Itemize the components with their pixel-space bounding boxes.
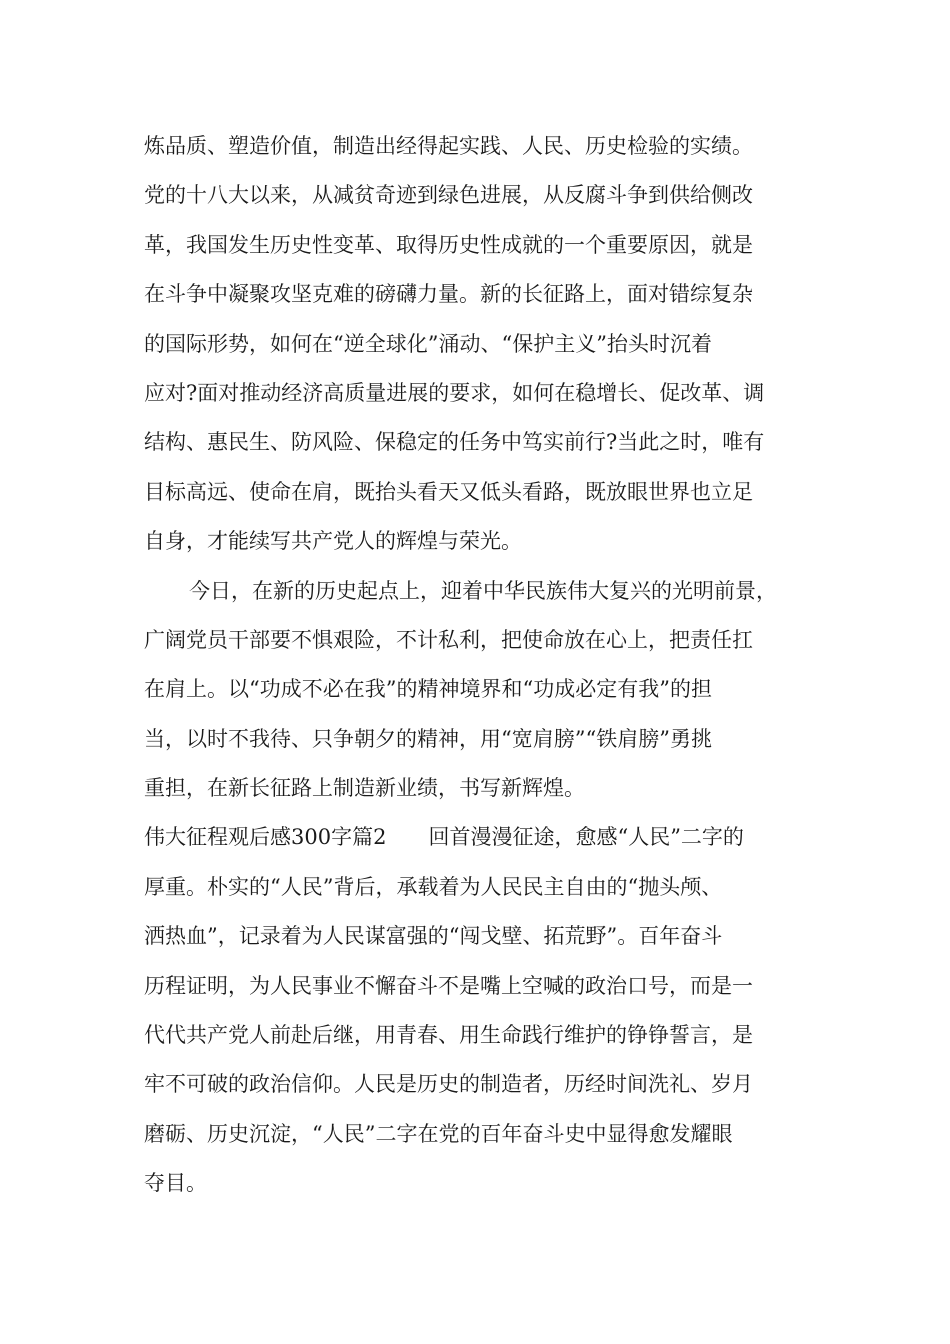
paragraph-line: 代代共产党人前赴后继，用青春、用生命践行维护的铮铮誓言，是 bbox=[144, 1023, 753, 1048]
paragraph-line: 当，以时不我待、只争朝夕的精神，用“宽肩膀”“铁肩膀”勇挑 bbox=[144, 726, 712, 751]
paragraph-3 bbox=[144, 813, 824, 1208]
paragraph-line: 今日，在新的历史起点上，迎着中华民族伟大复兴的光明前景， bbox=[189, 578, 777, 603]
paragraph-line: 广阔党员干部要不惧艰险，不计私利，把使命放在心上，把责任扛 bbox=[144, 627, 753, 652]
paragraph-line: 革，我国发生历史性变革、取得历史性成就的一个重要原因，就是 bbox=[144, 232, 753, 257]
section-heading-line bbox=[144, 813, 824, 862]
paragraph-2 bbox=[144, 567, 824, 814]
paragraph-line: 在肩上。以“功成不必在我”的精神境界和“功成必定有我”的担 bbox=[144, 677, 712, 702]
document-body bbox=[144, 122, 824, 1209]
paragraph-1 bbox=[144, 122, 824, 567]
paragraph-line: 的国际形势，如何在“逆全球化”涌动、“保护主义”抬头时沉着 bbox=[144, 331, 712, 356]
paragraph-line: 目标高远、使命在肩，既抬头看天又低头看路，既放眼世界也立足 bbox=[144, 479, 753, 504]
paragraph-line: 磨砺、历史沉淀，“人民”二字在党的百年奋斗史中显得愈发耀眼 bbox=[144, 1121, 733, 1146]
paragraph-line: 洒热血”，记录着为人民谋富强的“闯戈壁、拓荒野”。百年奋斗 bbox=[144, 924, 723, 949]
paragraph-line: 自身，才能续写共产党人的辉煌与荣光。 bbox=[144, 529, 522, 554]
paragraph-line: 在斗争中凝聚攻坚克难的磅礴力量。新的长征路上，面对错综复杂 bbox=[144, 282, 753, 307]
paragraph-line: 厚重。朴实的“人民”背后，承载着为人民民主自由的“抛头颅、 bbox=[144, 874, 723, 899]
paragraph-line: 牢不可破的政治信仰。人民是历史的制造者，历经时间洗礼、岁月 bbox=[144, 1072, 753, 1097]
paragraph-line: 党的十八大以来，从减贫奇迹到绿色进展，从反腐斗争到供给侧改 bbox=[144, 183, 753, 208]
paragraph-line: 夺目。 bbox=[144, 1171, 207, 1196]
paragraph-line: 应对?面对推动经济高质量进展的要求，如何在稳增长、促改革、调 bbox=[144, 380, 765, 405]
section-heading: 伟大征程观后感300字篇2 bbox=[144, 825, 387, 850]
paragraph-line: 炼品质、塑造价值，制造出经得起实践、人民、历史检验的实绩。 bbox=[144, 134, 753, 158]
paragraph-line: 结构、惠民生、防风险、保稳定的任务中笃实前行?当此之时，唯有 bbox=[144, 430, 765, 455]
paragraph-lead: 回首漫漫征途，愈感“人民”二字的 bbox=[428, 825, 744, 850]
paragraph-line: 重担，在新长征路上制造新业绩，书写新辉煌。 bbox=[144, 776, 585, 801]
paragraph-line: 历程证明，为人民事业不懈奋斗不是嘴上空喊的政治口号，而是一 bbox=[144, 973, 753, 998]
